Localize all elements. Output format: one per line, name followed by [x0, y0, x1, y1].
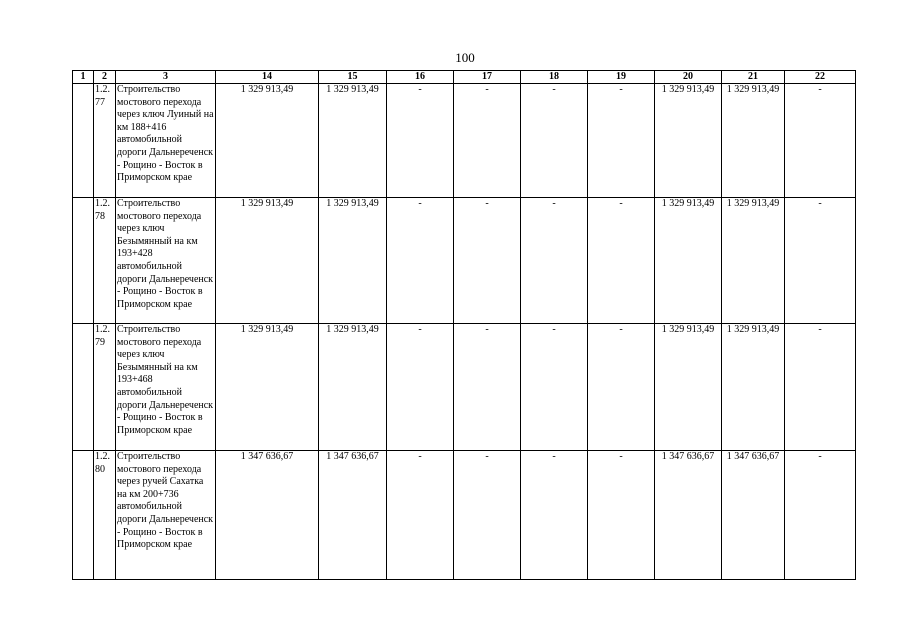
cell-col-17: -: [454, 84, 521, 198]
cell-col-1: [73, 84, 94, 198]
cell-col-1: [73, 451, 94, 580]
cell-col-20: 1 329 913,49: [655, 84, 722, 198]
column-header: 14: [216, 71, 319, 84]
cell-col-15: 1 329 913,49: [319, 198, 387, 324]
cell-col-19: -: [588, 324, 655, 451]
cell-col-16: -: [387, 84, 454, 198]
cell-col-21: 1 329 913,49: [722, 84, 785, 198]
cell-col-1: [73, 198, 94, 324]
table-row: [73, 198, 856, 324]
column-header: 19: [588, 71, 655, 84]
cell-col-15: 1 329 913,49: [319, 84, 387, 198]
cell-col-17: -: [454, 451, 521, 580]
cell-col-16: -: [387, 198, 454, 324]
column-header: 2: [94, 71, 116, 84]
table-row: [73, 451, 856, 580]
cell-col-21: 1 347 636,67: [722, 451, 785, 580]
cell-item-code: 1.2.78: [94, 198, 116, 324]
cell-col-20: 1 329 913,49: [655, 324, 722, 451]
table-row: [73, 84, 856, 198]
cell-col-18: -: [521, 198, 588, 324]
cell-col-20: 1 329 913,49: [655, 198, 722, 324]
table-row: [73, 324, 856, 451]
column-header: 20: [655, 71, 722, 84]
cell-col-14: 1 347 636,67: [216, 451, 319, 580]
header-row: [73, 71, 856, 84]
cell-col-22: -: [785, 198, 856, 324]
cell-col-14: 1 329 913,49: [216, 324, 319, 451]
column-header: 16: [387, 71, 454, 84]
cell-item-code: 1.2.79: [94, 324, 116, 451]
cell-col-18: -: [521, 324, 588, 451]
cell-col-15: 1 329 913,49: [319, 324, 387, 451]
cell-item-code: 1.2.80: [94, 451, 116, 580]
cell-col-16: -: [387, 451, 454, 580]
column-header: 17: [454, 71, 521, 84]
cell-col-14: 1 329 913,49: [216, 84, 319, 198]
cell-col-22: -: [785, 451, 856, 580]
cell-col-18: -: [521, 84, 588, 198]
column-header: 21: [722, 71, 785, 84]
page-number: 100: [455, 50, 475, 65]
cell-col-22: -: [785, 84, 856, 198]
cell-project-name: Строительство мостового перехода через ключ Безымянный на км 193+428 автомобильной дороги Дальнереченск - Рощино - Восток в Приморском крае: [116, 198, 216, 324]
cell-project-name: Строительство мостового перехода через ключ Луиный на км 188+416 автомобильной дороги Дальнереченск - Рощино - Восток в Приморском крае: [116, 84, 216, 198]
cell-col-15: 1 347 636,67: [319, 451, 387, 580]
cell-col-14: 1 329 913,49: [216, 198, 319, 324]
cell-col-16: -: [387, 324, 454, 451]
column-header: 22: [785, 71, 856, 84]
cell-col-19: -: [588, 451, 655, 580]
cell-project-name: Строительство мостового перехода через ключ Безымянный на км 193+468 автомобильной дороги Дальнереченск - Рощино - Восток в Приморском крае: [116, 324, 216, 451]
cell-col-22: -: [785, 324, 856, 451]
column-header: 1: [73, 71, 94, 84]
cell-col-17: -: [454, 324, 521, 451]
cell-col-1: [73, 324, 94, 451]
cell-col-21: 1 329 913,49: [722, 324, 785, 451]
cell-item-code: 1.2.77: [94, 84, 116, 198]
cell-col-19: -: [588, 198, 655, 324]
cell-col-21: 1 329 913,49: [722, 198, 785, 324]
cell-col-17: -: [454, 198, 521, 324]
column-header: 15: [319, 71, 387, 84]
column-header: 3: [116, 71, 216, 84]
column-header: 18: [521, 71, 588, 84]
budget-table: [72, 70, 856, 580]
cell-col-20: 1 347 636,67: [655, 451, 722, 580]
cell-project-name: Строительство мостового перехода через ручей Сахатка на км 200+736 автомобильной дороги Дальнереченск - Рощино - Восток в Приморском крае: [116, 451, 216, 580]
cell-col-19: -: [588, 84, 655, 198]
cell-col-18: -: [521, 451, 588, 580]
